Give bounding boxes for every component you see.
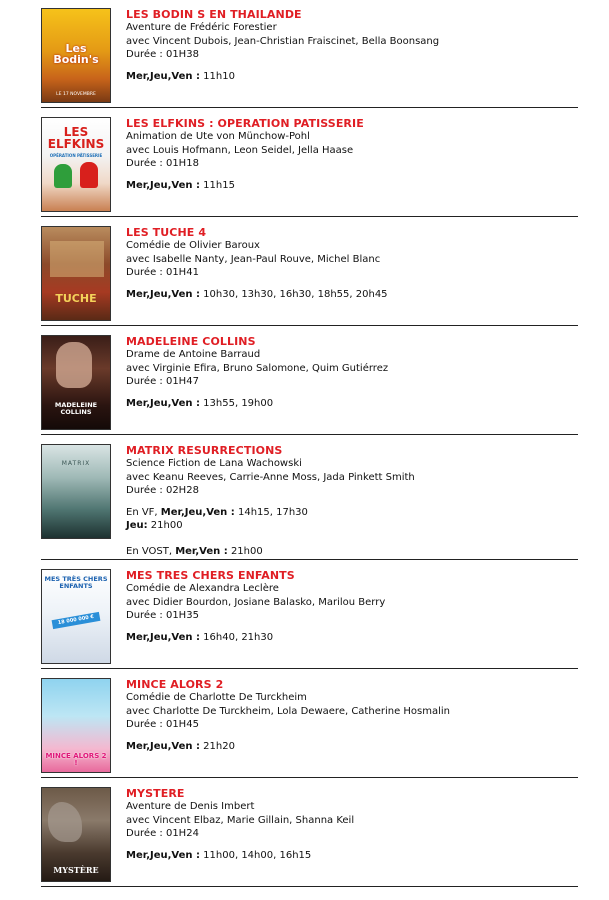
poster-title: Les Bodin's: [53, 42, 99, 66]
divider: [41, 107, 578, 108]
movie-poster[interactable]: [41, 8, 111, 103]
version-label: En VOST,: [126, 545, 176, 557]
showtime-days: Mer,Jeu,Ven :: [126, 631, 200, 643]
poster-title: MYSTÈRE: [53, 865, 99, 875]
film-cast: avec Louis Hofmann, Leon Seidel, Jella Haase: [126, 144, 354, 156]
film-cast: avec Charlotte De Turckheim, Lola Dewaere, Catherine Hosmalin: [126, 705, 451, 717]
showtime-times: 11h00, 14h00, 16h15: [200, 849, 312, 861]
showtime-days: Mer,Jeu,Ven :: [126, 397, 200, 409]
film-genre: Comédie de Alexandra Leclère: [126, 583, 279, 594]
divider: [41, 777, 578, 778]
film-title[interactable]: LES TUCHE 4: [126, 226, 207, 239]
showtime-times: 21h00: [227, 545, 263, 557]
film-cast: avec Didier Bourdon, Josiane Balasko, Marilou Berry: [126, 596, 386, 608]
divider: [41, 668, 578, 669]
film-entry: [41, 444, 578, 560]
showtimes: [126, 397, 586, 411]
divider: [41, 216, 578, 217]
showtimes: [126, 740, 586, 754]
showtime-days: Jeu:: [126, 520, 148, 531]
poster-title: MES TRÈS CHERS ENFANTS: [44, 575, 108, 590]
showtime-times: 11h15: [200, 179, 235, 191]
film-genre: Aventure de Denis Imbert: [126, 801, 255, 812]
film-title[interactable]: MYSTERE: [126, 787, 185, 800]
showtime-days: Mer,Ven :: [175, 545, 228, 557]
showtime-days: Mer,Jeu,Ven :: [126, 740, 200, 752]
showtime-times: 21h20: [200, 740, 235, 752]
film-genre: Comédie de Olivier Baroux: [126, 240, 260, 251]
movie-poster[interactable]: [41, 787, 111, 882]
film-entry: [41, 787, 578, 888]
film-duration: Durée : 02H28: [126, 485, 199, 496]
film-entry: [41, 335, 578, 435]
poster-subtitle: 18 000 000 €: [52, 612, 101, 629]
film-cast: avec Isabelle Nanty, Jean-Paul Rouve, Michel Blanc: [126, 253, 381, 265]
poster-subtitle: OPÉRATION PÂTISSERIE: [49, 153, 103, 158]
showtimes: [126, 70, 586, 84]
movie-poster[interactable]: [41, 226, 111, 321]
film-genre: Animation de Ute von Münchow-Pohl: [126, 131, 310, 142]
film-title[interactable]: MINCE ALORS 2: [126, 678, 224, 691]
film-duration: Durée : 01H45: [126, 719, 199, 730]
film-cast: avec Vincent Elbaz, Marie Gillain, Shanna Keil: [126, 814, 355, 826]
showtime-times: 14h15, 17h30: [234, 506, 308, 518]
showtimes: [126, 849, 586, 863]
divider: [41, 325, 578, 326]
film-duration: Durée : 01H35: [126, 610, 199, 621]
showtimes: [126, 288, 586, 302]
showtime-times: 21h00: [147, 520, 183, 531]
showtime-days: Mer,Jeu,Ven :: [160, 506, 235, 518]
film-title[interactable]: MADELEINE COLLINS: [126, 335, 256, 348]
film-genre: Science Fiction de Lana Wachowski: [126, 458, 302, 469]
film-duration: Durée : 01H18: [126, 158, 199, 169]
showtime-days: Mer,Jeu,Ven :: [126, 849, 200, 861]
version-label: En VF,: [126, 506, 161, 518]
showtimes-extra: [126, 519, 586, 533]
showtime-days: Mer,Jeu,Ven :: [126, 179, 200, 191]
film-genre: Aventure de Frédéric Forestier: [126, 22, 277, 33]
poster-title: MADELEINE COLLINS: [54, 401, 98, 416]
movie-poster[interactable]: [41, 117, 111, 212]
divider: [41, 559, 578, 560]
poster-subtitle: LE 17 NOVEMBRE: [56, 92, 96, 97]
film-info: [126, 569, 586, 644]
film-cast: avec Keanu Reeves, Carrie-Anne Moss, Jada Pinkett Smith: [126, 471, 415, 483]
film-info: [126, 117, 586, 192]
movie-poster[interactable]: [41, 444, 111, 539]
film-info: [126, 226, 586, 301]
showtime-times: 10h30, 13h30, 16h30, 18h55, 20h45: [200, 288, 388, 300]
film-info: [126, 335, 586, 410]
film-entry: [41, 8, 578, 108]
film-info: [126, 678, 586, 753]
film-cast: avec Vincent Dubois, Jean-Christian Fraiscinet, Bella Boonsang: [126, 35, 440, 47]
film-duration: Durée : 01H41: [126, 267, 199, 278]
showtimes-vost: [126, 545, 586, 559]
poster-title: MATRIX: [61, 460, 91, 467]
film-title[interactable]: MATRIX RESURRECTIONS: [126, 444, 283, 457]
showtime-times: 11h10: [200, 70, 235, 82]
showtime-times: 16h40, 21h30: [200, 631, 274, 643]
poster-title: TUCHE: [55, 292, 97, 305]
film-cast: avec Virginie Efira, Bruno Salomone, Quim Gutiérrez: [126, 362, 389, 374]
film-entry: [41, 678, 578, 778]
film-duration: Durée : 01H38: [126, 49, 199, 60]
movie-poster[interactable]: [41, 569, 111, 664]
film-info: [126, 444, 586, 558]
poster-title: LES ELFKINS: [47, 125, 105, 151]
film-title[interactable]: LES ELFKINS : OPERATION PATISSERIE: [126, 117, 364, 130]
film-title[interactable]: LES BODIN S EN THAILANDE: [126, 8, 302, 21]
film-info: [126, 8, 586, 83]
movie-poster[interactable]: [41, 335, 111, 430]
film-genre: Comédie de Charlotte De Turckheim: [126, 692, 307, 703]
divider: [41, 434, 578, 435]
film-entry: [41, 117, 578, 217]
showtimes: [126, 631, 586, 645]
film-duration: Durée : 01H47: [126, 376, 199, 387]
film-entry: [41, 569, 578, 669]
showtime-days: Mer,Jeu,Ven :: [126, 288, 200, 300]
showtime-days: Mer,Jeu,Ven :: [126, 70, 200, 82]
divider: [41, 886, 578, 887]
film-info: [126, 787, 586, 862]
showtimes: [126, 179, 586, 193]
film-entry: [41, 226, 578, 326]
film-genre: Drame de Antoine Barraud: [126, 349, 261, 360]
showtime-times: 13h55, 19h00: [200, 397, 274, 409]
showtimes-vf: [126, 506, 586, 520]
poster-title: MINCE ALORS 2 !: [45, 752, 107, 767]
film-duration: Durée : 01H24: [126, 828, 199, 839]
movie-poster[interactable]: [41, 678, 111, 773]
film-title[interactable]: MES TRES CHERS ENFANTS: [126, 569, 295, 582]
